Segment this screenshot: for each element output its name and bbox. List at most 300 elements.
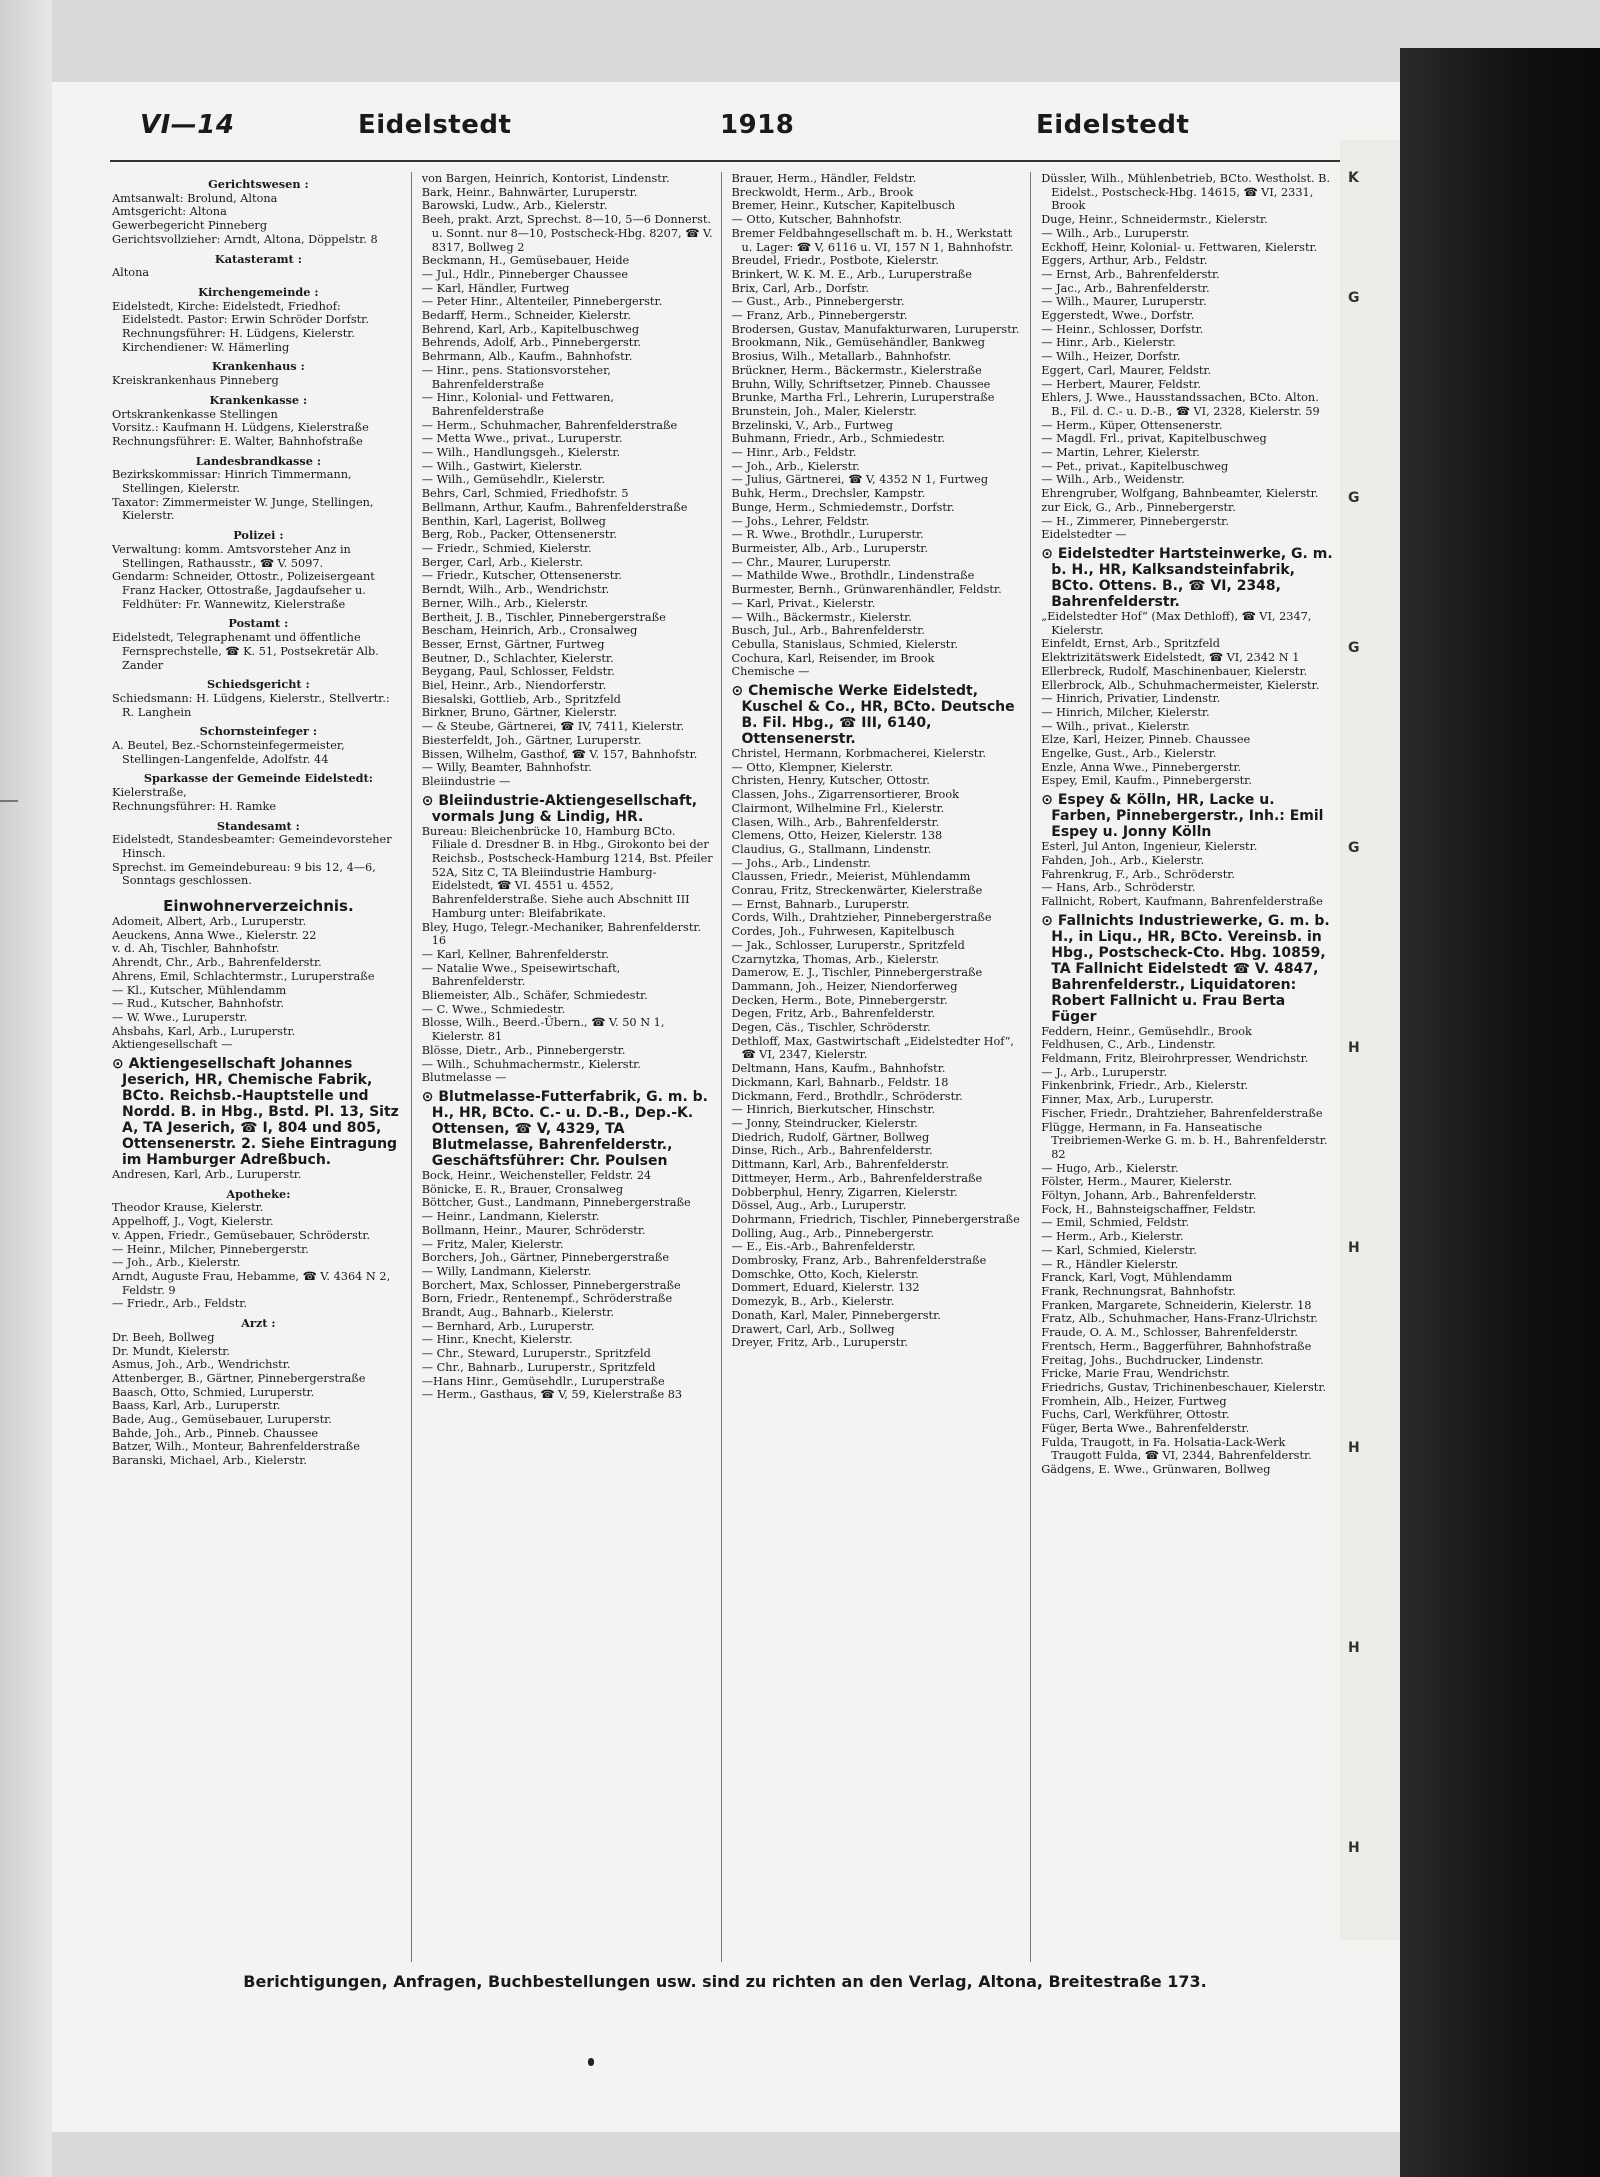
directory-entry: Birkner, Bruno, Gärtner, Kielerstr. [421,706,617,720]
directory-entry: Breudel, Friedr., Postbote, Kielerstr. [731,254,939,268]
directory-entry: — Chr., Bahnarb., Luruperstr., Spritzfeld [421,1360,656,1374]
directory-entry: Rechnungsführer: E. Walter, Bahnhofstraße [112,434,363,448]
directory-entry: Dreyer, Fritz, Arb., Luruperstr. [731,1336,908,1350]
directory-entry: Dombrosky, Franz, Arb., Bahrenfelderstraße [731,1254,987,1268]
directory-entry: Ortskrankenkasse Stellingen [112,407,278,421]
directory-entry: — Karl, Händler, Furtweg [421,281,570,295]
directory-entry: — Herm., Schuhmacher, Bahrenfelderstraße [421,418,678,432]
directory-entry: — E., Eis.-Arb., Bahrenfelderstr. [731,1240,916,1254]
directory-entry: Bley, Hugo, Telegr.-Mechaniker, Bahrenfelderstr. 16 [421,920,702,948]
directory-columns [112,172,1340,1962]
directory-entry: Bark, Heinr., Bahnwärter, Luruperstr. [421,185,638,199]
directory-entry: Buhk, Herm., Drechsler, Kampstr. [731,487,926,501]
directory-entry: — Jak., Schlosser, Luruperstr., Spritzfeld [731,938,965,952]
directory-entry: Feldhusen, C., Arb., Lindenstr. [1041,1038,1216,1052]
directory-entry: Taxator: Zimmermeister W. Junge, Stellingen, Kielerstr. [112,495,374,523]
directory-entry: Classen, Johs., Zigarrensortierer, Brook [731,788,960,802]
directory-entry: Dobberphul, Henry, Zigarren, Kielerstr. [731,1185,958,1199]
directory-entry: Bock, Heinr., Weichensteller, Feldstr. 24 [421,1169,652,1182]
directory-entry: Fulda, Traugott, in Fa. Holsatia-Lack-Werk Traugott Fulda, ☎ VI, 2344, Bahrenfelderstr. [1041,1435,1312,1463]
directory-entry: — H., Zimmerer, Pinnebergerstr. [1041,514,1229,528]
directory-entry: — R. Wwe., Brothdlr., Luruperstr. [731,528,924,542]
directory-entry: zur Eick, G., Arb., Pinnebergerstr. [1041,500,1236,514]
directory-entry: Bade, Aug., Gemüsebauer, Luruperstr. [112,1413,332,1427]
directory-entry: Behrend, Karl, Arb., Kapitelbuschweg [421,322,640,336]
directory-entry: Vorsitz.: Kaufmann H. Lüdgens, Kielerstraße [112,421,369,435]
directory-entry: — Willy, Beamter, Bahnhofstr. [421,761,592,775]
directory-entry: Fricke, Marie Frau, Wendrichstr. [1041,1367,1230,1381]
directory-entry: Conrau, Fritz, Streckenwärter, Kielerstraße [731,884,983,898]
directory-entry: Schiedsmann: H. Lüdgens, Kielerstr., Stellvertr.: R. Langhein [112,691,390,719]
directory-entry: Busch, Jul., Arb., Bahrenfelderstr. [731,624,925,638]
directory-entry: — Hinr., Arb., Kielerstr. [1041,336,1176,350]
directory-entry: — Heinr., Schlosser, Dorfstr. [1041,322,1204,336]
directory-entry: Dammann, Joh., Heizer, Niendorferweg [731,979,958,993]
scan-margin [0,0,52,2177]
directory-entry: Ellerbrock, Alb., Schuhmachermeister, Kielerstr. [1041,678,1320,692]
directory-entry: Gädgens, E. Wwe., Grünwaren, Bollweg [1041,1463,1271,1477]
directory-entry: Barowski, Ludw., Arb., Kielerstr. [421,199,608,213]
directory-entry: — Gust., Arb., Pinnebergerstr. [731,295,905,309]
directory-entry: — Herbert, Maurer, Feldstr. [1041,377,1201,391]
directory-entry: Ahrens, Emil, Schlachtermstr., Luruperstraße [112,969,375,983]
directory-entry: — Wilh., Heizer, Dorfstr. [1041,350,1181,364]
directory-entry: — Ernst, Bahnarb., Luruperstr. [731,897,910,911]
directory-entry: Berger, Carl, Arb., Kielerstr. [421,555,584,569]
directory-entry: — Ernst, Arb., Bahrenfelderstr. [1041,267,1220,281]
directory-entry: Ehlers, J. Wwe., Hausstandssachen, BCto. Alton. B., Fil. d. C.- u. D.-B., ☎ VI, 2328, Kielerstr. 59 [1041,391,1320,418]
directory-entry: Cochura, Karl, Reisender, im Brook [731,651,935,665]
directory-entry: Brinkert, W. K. M. E., Arb., Luruperstraße [731,267,972,281]
directory-entry: Berg, Rob., Packer, Ottensenerstr. [421,528,618,542]
scan-mark [0,800,18,802]
directory-entry: — J., Arb., Luruperstr. [1041,1065,1167,1079]
directory-entry: Bedarff, Herm., Schneider, Kielerstr. [421,309,632,323]
directory-entry: Degen, Cäs., Tischler, Schröderstr. [731,1021,931,1035]
directory-entry: Bunge, Herm., Schmiedemstr., Dorfstr. [731,500,955,514]
directory-entry: Bellmann, Arthur, Kaufm., Bahrenfelderstraße [421,500,688,514]
directory-entry: Bremer, Heinr., Kutscher, Kapitelbusch [731,199,956,213]
directory-entry: —Hans Hinr., Gemüsehdlr., Luruperstraße [421,1374,665,1388]
directory-entry: Brandt, Aug., Bahnarb., Kielerstr. [421,1306,615,1320]
section-heading: Arzt : [241,1316,276,1331]
directory-entry: Bescham, Heinrich, Arb., Cronsalweg [421,624,638,638]
directory-entry: Brauer, Herm., Händler, Feldstr. [731,172,917,185]
directory-entry: Eidelstedt, Standesbeamter: Gemeindevorsteher Hinsch. [112,833,392,860]
directory-entry: — Jul., Hdlr., Pinneberger Chaussee [421,267,629,281]
scan-binding-shadow [1400,48,1600,2177]
directory-entry: — Otto, Kutscher, Bahnhofstr. [731,213,903,227]
directory-entry: Dössel, Aug., Arb., Luruperstr. [731,1199,907,1213]
directory-entry: Aktiengesellschaft — [112,1038,233,1052]
directory-entry: — Bernhard, Arb., Luruperstr. [421,1319,595,1333]
directory-entry: Eggers, Arthur, Arb., Feldstr. [1041,254,1208,268]
directory-entry: Amtsanwalt: Brolund, Altona [112,191,278,205]
directory-entry: Ellerbreck, Rudolf, Maschinenbauer, Kielerstr. [1041,664,1308,678]
directory-entry: Dittmann, Karl, Arb., Bahrenfelderstr. [731,1158,949,1172]
directory-entry: Cords, Wilh., Drahtzieher, Pinnebergerstraße [731,911,992,925]
directory-entry: Dittmeyer, Herm., Arb., Bahrenfelderstraße [731,1171,983,1185]
directory-entry: Dolling, Aug., Arb., Pinnebergerstr. [731,1226,935,1240]
directory-entry: ⊙ Bleiindustrie-Aktiengesellschaft, vormals Jung & Lindig, HR. [421,792,698,825]
directory-entry: Burmester, Bernh., Grünwarenhändler, Feldstr. [731,583,1002,597]
directory-entry: Donath, Karl, Maler, Pinnebergerstr. [731,1308,941,1322]
directory-entry: — Karl, Schmied, Kielerstr. [1041,1243,1197,1257]
directory-entry: Bureau: Bleichenbrücke 10, Hamburg BCto. Filiale d. Dresdner B. in Hbg., Girokonto bei der Reichsb., Postscheck-Hamburg 1214, Bst. Pfeiler 52A, Sitz C, TA Bleiindustrie Hamburg-Eidelstedt, ☎ VI. 4551 u. 4552, Bahrenfelderstraße. Siehe auch Abschnitt III Hamburg unter: Bleifabrikate. [421,824,713,920]
directory-entry: — Wilh., privat., Kielerstr. [1041,719,1191,733]
directory-entry: — Mathilde Wwe., Brothdlr., Lindenstraße [731,569,975,583]
directory-entry: Bliemeister, Alb., Schäfer, Schmiedestr. [421,989,648,1003]
directory-entry: Ehrengruber, Wolfgang, Bahnbeamter, Kielerstr. [1041,487,1319,501]
directory-entry: — Natalie Wwe., Speisewirtschaft, Bahrenfelderstr. [421,961,621,989]
section-heading: Sparkasse der Gemeinde Eidelstedt: [143,771,373,786]
directory-entry: — Peter Hinr., Altenteiler, Pinnebergerstr. [421,295,663,309]
directory-entry: — Joh., Arb., Kielerstr. [731,459,860,473]
directory-entry: Fock, H., Bahnsteigschaffner, Feldstr. [1041,1202,1257,1216]
directory-entry: Fallnicht, Robert, Kaufmann, Bahrenfelderstraße [1041,894,1323,908]
directory-entry: Dinse, Rich., Arb., Bahrenfelderstr. [731,1144,933,1158]
directory-entry: — Wilh., Handlungsgeh., Kielerstr. [421,446,621,460]
directory-entry: Beeh, prakt. Arzt, Sprechst. 8—10, 5—6 Donnerst. u. Sonnt. nur 8—10, Postscheck-Hbg. 8207, ☎ V. 8317, Bollweg 2 [421,213,713,254]
section-heading: Katasteramt : [214,251,302,266]
directory-entry: — R., Händler Kielerstr. [1041,1257,1179,1271]
directory-entry: — Hinr., pens. Stationsvorsteher, Bahrenfelderstraße [421,363,611,391]
section-heading: Krankenkasse : [209,392,308,407]
publisher-footer: Berichtigungen, Anfragen, Buchbestellungen usw. sind zu richten an den Verlag, Altona, Breitestraße 173. [243,1972,1207,1991]
directory-entry: — Martin, Lehrer, Kielerstr. [1041,446,1200,460]
section-heading: Schiedsgericht : [207,677,310,692]
directory-entry: A. Beutel, Bez.-Schornsteinfegermeister, Stellingen-Langenfelde, Adolfstr. 44 [112,739,345,766]
directory-entry: Clairmont, Wilhelmine Frl., Kielerstr. [731,801,945,815]
directory-entry: — Wilh., Maurer, Luruperstr. [1041,295,1207,309]
directory-entry: Eggerstedt, Wwe., Dorfstr. [1041,309,1195,323]
header-year: 1918 [720,110,795,140]
directory-entry: — Magdl. Frl., privat, Kapitelbuschweg [1041,432,1267,446]
directory-entry: — Rud., Kutscher, Bahnhofstr. [112,997,285,1011]
scan-speck [588,2058,594,2066]
directory-entry: Eidelstedter — [1041,528,1127,542]
directory-entry: — Kl., Kutscher, Mühlendamm [112,983,287,997]
directory-entry: — Hinr., Knecht, Kielerstr. [421,1333,573,1347]
directory-entry: ⊙ Fallnichts Industriewerke, G. m. b. H., in Liqu., HR, BCto. Vereinsb. in Hbg., Postscheck-Cto. Hbg. 10859, TA Fallnicht Eidelstedt ☎ V. 4847, Bahrenfelderstr., Liquidatoren: Robert Fallnicht u. Frau Berta Füger [1041,912,1330,1025]
directory-entry: Dethloff, Max, Gastwirtschaft „Eidelstedter Hof“, ☎ VI, 2347, Kielerstr. [731,1034,1015,1062]
directory-entry: Elektrizitätswerk Eidelstedt, ☎ VI, 2342 N 1 [1041,651,1300,665]
directory-entry: Feldmann, Fritz, Bleirohrpresser, Wendrichstr. [1041,1052,1309,1066]
directory-entry: — Herm., Arb., Kielerstr. [1041,1230,1184,1244]
section-heading: Landesbrandkasse : [195,453,322,468]
directory-entry: Beckmann, H., Gemüsebauer, Heide [421,254,630,268]
directory-entry: Brookmann, Nik., Gemüsehändler, Bankweg [731,336,986,350]
directory-entry: Fromhein, Alb., Heizer, Furtweg [1041,1394,1227,1408]
directory-entry: Baasch, Otto, Schmied, Luruperstr. [112,1385,315,1399]
directory-entry: Gerichtsvollzieher: Arndt, Altona, Döppelstr. 8 [112,232,378,246]
directory-entry: — Herm., Gasthaus, ☎ V, 59, Kielerstraße 83 [421,1388,683,1402]
directory-entry: — Wilh., Arb., Weidenstr. [1041,473,1185,487]
directory-entry: Blutmelasse — [421,1071,507,1085]
section-heading: Schornsteinfeger : [199,724,318,739]
directory-entry: — Friedr., Schmied, Kielerstr. [421,541,592,555]
directory-entry: — Heinr., Landmann, Kielerstr. [421,1210,600,1224]
directory-entry: — Herm., Küper, Ottensenerstr. [1041,418,1223,432]
directory-entry: Dr. Mundt, Kielerstr. [112,1344,230,1358]
directory-entry: Brzelinski, V., Arb., Furtweg [731,418,893,432]
directory-entry: Claussen, Friedr., Meierist, Mühlendamm [731,870,971,884]
directory-entry: Deltmann, Hans, Kaufm., Bahnhofstr. [731,1062,946,1076]
directory-entry: Friedrichs, Gustav, Trichinenbeschauer, Kielerstr. [1041,1380,1327,1394]
directory-entry: Dommert, Eduard, Kielerstr. 132 [731,1281,920,1295]
directory-entry: Czarnytzka, Thomas, Arb., Kielerstr. [731,952,940,966]
directory-entry: Enzle, Anna Wwe., Pinnebergerstr. [1041,760,1242,774]
directory-entry: — Pet., privat., Kapitelbuschweg [1041,459,1229,473]
directory-entry: Brodersen, Gustav, Manufakturwaren, Luruperstr. [731,322,1020,336]
directory-entry: Beygang, Paul, Schlosser, Feldstr. [421,665,615,679]
directory-entry: — Joh., Arb., Kielerstr. [112,1256,241,1270]
directory-entry: — Chr., Maurer, Luruperstr. [731,555,892,569]
directory-entry: Blosse, Wilh., Beerd.-Übern., ☎ V. 50 N 1, Kielerstr. 81 [421,1016,665,1044]
directory-entry: Beutner, D., Schlachter, Kielerstr. [421,651,614,665]
directory-entry: Dr. Beeh, Bollweg [112,1330,215,1344]
directory-entry: Dickmann, Karl, Bahnarb., Feldstr. 18 [731,1075,949,1089]
directory-entry: — Fritz, Maler, Kielerstr. [421,1237,564,1251]
section-heading: Gerichtswesen : [208,177,309,191]
directory-entry: — Franz, Arb., Pinnebergerstr. [731,309,908,323]
directory-entry: Bremer Feldbahngesellschaft m. b. H., Werkstatt u. Lager: ☎ V, 6116 u. VI, 157 N 1, Bahnhofstr. [731,226,1014,254]
directory-entry: Kielerstraße, [112,786,187,800]
header-rule [110,160,1340,162]
directory-entry: Bissen, Wilhelm, Gasthof, ☎ V. 157, Bahnhofstr. [421,747,698,761]
directory-entry: Burmeister, Alb., Arb., Luruperstr. [731,541,929,555]
directory-entry: Diedrich, Rudolf, Gärtner, Bollweg [731,1130,930,1144]
section-heading: Kirchengemeinde : [198,284,319,299]
directory-entry: Duge, Heinr., Schneidermstr., Kielerstr. [1041,213,1268,227]
directory-entry: — Friedr., Arb., Feldstr. [112,1297,247,1311]
directory-entry: Engelke, Gust., Arb., Kielerstr. [1041,747,1217,761]
directory-entry: Espey, Emil, Kaufm., Pinnebergerstr. [1041,774,1252,788]
directory-entry: Theodor Krause, Kielerstr. [112,1201,264,1215]
directory-entry: Appelhoff, J., Vogt, Kielerstr. [112,1215,274,1229]
directory-entry: Blösse, Dietr., Arb., Pinnebergerstr. [421,1043,626,1057]
directory-entry: Ahsbahs, Karl, Arb., Luruperstr. [112,1024,296,1038]
directory-entry: ⊙ Aktiengesellschaft Johannes Jeserich, HR, Chemische Fabrik, BCto. Reichsb.-Hauptstelle und Nordd. B. in Hbg., Bstd. Pl. 13, Sitz A, TA Jeserich, ☎ I, 804 und 805, Ottensenerstr. 2. Siehe Eintragung im Hamburger Adreßbuch. [112,1056,399,1169]
directory-entry: Böttcher, Gust., Landmann, Pinnebergerstraße [421,1196,691,1210]
directory-entry: Dickmann, Ferd., Brothdlr., Schröderstr. [731,1089,963,1103]
directory-entry: Benthin, Karl, Lagerist, Bollweg [421,514,606,528]
directory-entry: Christen, Henry, Kutscher, Ottostr. [731,774,930,788]
directory-entry: — Wilh., Gemüsehdlr., Kielerstr. [421,473,606,487]
directory-entry: Bönicke, E. R., Brauer, Cronsalweg [421,1182,624,1196]
directory-entry: Christel, Hermann, Korbmacherei, Kielerstr. [731,747,987,761]
directory-entry: Andresen, Karl, Arb., Luruperstr. [112,1168,302,1182]
directory-entry: Frank, Rechnungsrat, Bahnhofstr. [1041,1285,1236,1298]
directory-entry: — Julius, Gärtnerei, ☎ V, 4352 N 1, Furtweg [731,473,989,487]
directory-entry: Föltyn, Johann, Arb., Bahrenfelderstr. [1041,1189,1257,1203]
directory-entry: Cordes, Joh., Fuhrwesen, Kapitelbusch [731,925,955,939]
directory-entry: v. d. Ah, Tischler, Bahnhofstr. [112,942,280,956]
directory-entry: Borchers, Joh., Gärtner, Pinnebergerstraße [421,1251,670,1265]
directory-entry: Decken, Herm., Bote, Pinnebergerstr. [731,993,948,1007]
directory-entry: — Hinr., Arb., Feldstr. [731,446,857,460]
directory-entry: Elze, Karl, Heizer, Pinneb. Chaussee [1041,733,1251,747]
directory-entry: Bleiindustrie — [421,774,511,788]
directory-entry: Fraude, O. A. M., Schlosser, Bahrenfelderstr. [1041,1326,1298,1340]
directory-entry: Franck, Karl, Vogt, Mühlendamm [1041,1271,1233,1285]
directory-entry: Borchert, Max, Schlosser, Pinnebergerstraße [421,1278,681,1292]
directory-entry: Berner, Wilh., Arb., Kielerstr. [421,596,589,610]
page-number: VI—14 [140,110,235,140]
directory-entry: Fölster, Herm., Maurer, Kielerstr. [1041,1175,1233,1189]
directory-entry: — Jonny, Steindrucker, Kielerstr. [731,1117,918,1130]
directory-entry: Finner, Max, Arb., Luruperstr. [1041,1093,1214,1107]
section-heading: Standesamt : [216,818,300,833]
directory-entry: Dohrmann, Friedrich, Tischler, Pinnebergerstraße [731,1212,1020,1226]
directory-entry: ⊙ Eidelstedter Hartsteinwerke, G. m. b. H., HR, Kalksandsteinfabrik, BCto. Ottens. B., ☎ VI, 2348, Bahrenfelderstr. [1041,545,1333,610]
directory-entry: Einfeldt, Ernst, Arb., Spritzfeld [1041,637,1221,651]
directory-entry: Amtsgericht: Altona [112,205,227,219]
directory-entry: Sprechst. im Gemeindebureau: 9 bis 12, 4—6, Sonntags geschlossen. [112,860,376,888]
directory-entry: Brix, Carl, Arb., Dorfstr. [731,281,870,295]
directory-entry: — Wilh., Bäckermstr., Kielerstr. [731,610,912,624]
directory-entry: Flügge, Hermann, in Fa. Hanseatische Treibriemen-Werke G. m. b. H., Bahrenfelderstr. 82 [1041,1120,1328,1161]
directory-entry: Domezyk, B., Arb., Kielerstr. [731,1295,895,1309]
directory-entry: Behrmann, Alb., Kaufm., Bahnhofstr. [421,350,633,364]
directory-entry: Born, Friedr., Rentenempf., Schröderstraße [421,1292,673,1306]
section-heading: Krankenhaus : [212,359,305,374]
directory-entry: Bahde, Joh., Arb., Pinneb. Chaussee [112,1426,319,1440]
directory-entry: Füger, Berta Wwe., Bahrenfelderstr. [1041,1422,1250,1436]
directory-entry: — Friedr., Kutscher, Ottensenerstr. [421,569,623,583]
directory-entry: — W. Wwe., Luruperstr. [112,1010,248,1024]
directory-entry: — Hinrich, Bierkutscher, Hinschstr. [731,1103,936,1117]
directory-entry: — Karl, Kellner, Bahrenfelderstr. [421,947,609,961]
directory-entry: Cebulla, Stanislaus, Schmied, Kielerstr. [731,637,959,651]
directory-entry: Biel, Heinr., Arb., Niendorferstr. [421,679,607,693]
column-3 [732,172,1032,1962]
directory-entry: Damerow, E. J., Tischler, Pinnebergerstraße [731,966,983,980]
header-place-left: Eidelstedt [358,110,512,140]
directory-entry: Baass, Karl, Arb., Luruperstr. [112,1399,281,1413]
directory-entry: — Karl, Privat., Kielerstr. [731,596,876,610]
section-heading: Einwohnerverzeichnis. [163,897,354,916]
directory-entry: Berndt, Wilh., Arb., Wendrichstr. [421,583,610,597]
directory-entry: Brunstein, Joh., Maler, Kielerstr. [731,404,917,418]
directory-entry: Degen, Fritz, Arb., Bahrenfelderstr. [731,1007,936,1021]
directory-entry: Attenberger, B., Gärtner, Pinnebergerstraße [112,1371,366,1385]
directory-entry: Chemische — [731,665,810,679]
directory-entry: — Wilh., Gastwirt, Kielerstr. [421,459,583,473]
directory-entry: Eidelstedt, Telegraphenamt und öffentliche Fernsprechstelle, ☎ K. 51, Postsekretär Alb. Zander [112,631,379,672]
directory-entry: Behrends, Adolf, Arb., Pinnebergerstr. [421,336,642,350]
directory-entry: — Hans, Arb., Schröderstr. [1041,881,1196,895]
directory-entry: Fuchs, Carl, Werkführer, Ottostr. [1041,1408,1230,1422]
directory-entry: — Hinr., Kolonial- und Fettwaren, Bahrenfelderstraße [421,391,615,418]
directory-entry: — Chr., Steward, Luruperstr., Spritzfeld [421,1347,651,1361]
directory-entry: — & Steube, Gärtnerei, ☎ IV, 7411, Kielerstr. [421,720,685,734]
directory-entry: Aeuckens, Anna Wwe., Kielerstr. 22 [112,928,317,942]
section-heading: Postamt : [228,616,289,631]
directory-entry: Fahden, Joh., Arb., Kielerstr. [1041,853,1205,867]
directory-entry: Bruhn, Willy, Schriftsetzer, Pinneb. Chaussee [731,377,991,391]
column-1 [112,172,412,1962]
directory-entry: — Willy, Landmann, Kielerstr. [421,1264,592,1278]
directory-entry: Arndt, Auguste Frau, Hebamme, ☎ V. 4364 N 2, Feldstr. 9 [112,1270,391,1297]
directory-entry: Rechnungsführer: H. Ramke [112,799,277,813]
directory-entry: — Johs., Lehrer, Feldstr. [731,514,870,528]
directory-entry: „Eidelstedter Hof“ (Max Dethloff), ☎ VI, 2347, Kielerstr. [1041,609,1312,637]
directory-entry: Gewerbegericht Pinneberg [112,219,268,233]
directory-entry: Feddern, Heinr., Gemüsehdlr., Brook [1041,1024,1252,1038]
directory-entry: — Heinr., Milcher, Pinnebergerstr. [112,1242,309,1256]
adjacent-page-edge: K G G G G H H H H H [1340,140,1400,1940]
directory-entry: ⊙ Chemische Werke Eidelstedt, Kuschel & Co., HR, BCto. Deutsche B. Fil. Hbg., ☎ III, 6140, Ottensenerstr. [731,683,1015,748]
directory-entry: Clemens, Otto, Heizer, Kielerstr. 138 [731,829,943,843]
directory-entry: — Johs., Arb., Lindenstr. [731,856,871,870]
directory-entry: Baranski, Michael, Arb., Kielerstr. [112,1454,307,1468]
page-header [70,110,1370,150]
directory-entry: Brosius, Wilh., Metallarb., Bahnhofstr. [731,350,952,364]
directory-entry: Eckhoff, Heinr, Kolonial- u. Fettwaren, Kielerstr. [1041,240,1318,254]
directory-entry: Esterl, Jul Anton, Ingenieur, Kielerstr. [1041,840,1258,854]
section-heading: Polizei : [233,528,284,543]
directory-entry: Clasen, Wilh., Arb., Bahrenfelderstr. [731,815,940,829]
directory-entry: Finkenbrink, Friedr., Arb., Kielerstr. [1041,1079,1249,1093]
directory-entry: Freitag, Johs., Buchdrucker, Lindenstr. [1041,1353,1264,1367]
header-place-right: Eidelstedt [1036,110,1190,140]
directory-entry: Claudius, G., Stallmann, Lindenstr. [731,842,932,856]
directory-entry: — Otto, Klempner, Kielerstr. [731,760,894,774]
directory-entry: Batzer, Wilh., Monteur, Bahrenfelderstraße [112,1440,360,1454]
directory-entry: Brunke, Martha Frl., Lehrerin, Luruperstraße [731,391,995,405]
directory-entry: Behrs, Carl, Schmied, Friedhofstr. 5 [421,487,629,501]
directory-entry: — Wilh., Schuhmachermstr., Kielerstr. [421,1057,641,1071]
directory-entry: Franken, Margarete, Schneiderin, Kielerstr. 18 [1041,1298,1312,1312]
directory-entry: Biesalski, Gottlieb, Arb., Spritzfeld [421,692,621,706]
directory-entry: Breckwoldt, Herm., Arb., Brook [731,185,914,199]
directory-entry: Domschke, Otto, Koch, Kielerstr. [731,1267,919,1281]
directory-entry: — Hinrich, Privatier, Lindenstr. [1041,692,1221,706]
directory-entry: Fischer, Friedr., Drahtzieher, Bahrenfelderstraße [1041,1106,1323,1120]
directory-entry: Düssler, Wilh., Mühlenbetrieb, BCto. Westholst. B. Eidelst., Postscheck-Hbg. 14615, ☎ VI, 2331, Brook [1041,172,1331,213]
directory-entry: — Hugo, Arb., Kielerstr. [1041,1161,1179,1175]
directory-entry: Frentsch, Herm., Baggerführer, Bahnhofstraße [1041,1339,1312,1353]
directory-entry: Verwaltung: komm. Amtsvorsteher Anz in Stellingen, Rathausstr., ☎ V. 5097. [112,542,351,570]
directory-entry: ⊙ Espey & Kölln, HR, Lacke u. Farben, Pinnebergerstr., Inh.: Emil Espey u. Jonny Kölln [1041,792,1324,841]
directory-entry: Brückner, Herm., Bäckermstr., Kielerstraße [731,363,982,377]
directory-entry: Altona [112,266,150,280]
directory-entry: — Metta Wwe., privat., Luruperstr. [421,432,623,446]
directory-entry: Gendarm: Schneider, Ottostr., Polizeisergeant Franz Hacker, Ottostraße, Jagdaufseher u. Feldhüter: Fr. Wannewitz, Kielerstraße [112,570,375,611]
directory-entry: Drawert, Carl, Arb., Sollweg [731,1322,895,1336]
directory-entry: Biesterfeldt, Joh., Gärtner, Luruperstr. [421,733,642,747]
directory-entry: — Jac., Arb., Bahrenfelderstr. [1041,281,1210,295]
section-heading: Apotheke: [226,1186,291,1201]
directory-entry: v. Appen, Friedr., Gemüsebauer, Schröderstr. [112,1228,371,1242]
directory-entry: Bertheit, J. B., Tischler, Pinnebergerstraße [421,610,666,624]
directory-entry: Kreiskrankenhaus Pinneberg [112,374,279,388]
directory-entry: Fratz, Alb., Schuhmacher, Hans-Franz-Ulrichstr. [1041,1312,1318,1326]
directory-entry: — C. Wwe., Schmiedestr. [421,1002,566,1016]
column-2 [422,172,722,1962]
column-4 [1041,172,1340,1962]
directory-entry: — Wilh., Arb., Luruperstr. [1041,226,1190,240]
directory-entry: Bollmann, Heinr., Maurer, Schröderstr. [421,1223,646,1237]
directory-entry: Besser, Ernst, Gärtner, Furtweg [421,637,605,651]
directory-entry: Buhmann, Friedr., Arb., Schmiedestr. [731,432,946,446]
directory-entry: Fahrenkrug, F., Arb., Schröderstr. [1041,867,1235,881]
directory-entry: Ahrendt, Chr., Arb., Bahrenfelderstr. [112,956,322,970]
directory-entry: — Emil, Schmied, Feldstr. [1041,1216,1190,1230]
directory-entry: Eidelstedt, Kirche: Eidelstedt, Friedhof: Eidelstedt. Pastor: Erwin Schröder Dorfstr. Rechnungsführer: H. Lüdgens, Kielerstr. Kirchendiener: W. Hämerling [112,299,369,354]
directory-entry: — Hinrich, Milcher, Kielerstr. [1041,705,1210,719]
